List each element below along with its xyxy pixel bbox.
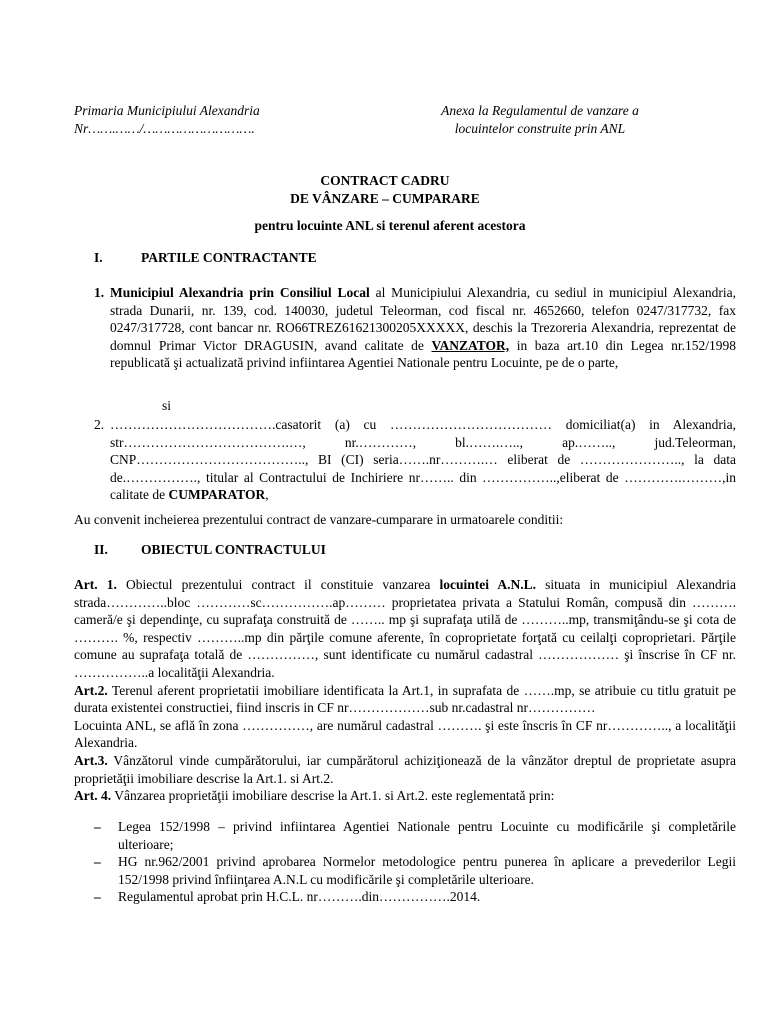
party-seller-paragraph bbox=[94, 284, 736, 372]
party-number: 2. bbox=[94, 417, 105, 432]
buyer-end: , bbox=[265, 487, 269, 503]
list-item: – HG nr.962/2001 privind aprobarea Normelor metodologice pentru punerea în aplicare a prevederilor Legii 152/1998 privind înfiinţarea A.N.L cu modificările şi completările ulterioare. bbox=[94, 854, 736, 887]
articles-block bbox=[74, 576, 736, 805]
list-dash: – bbox=[94, 854, 101, 870]
party-number: 1. bbox=[94, 285, 105, 300]
article-2 bbox=[74, 682, 736, 717]
annex-line-2: locuintelor construite prin ANL bbox=[454, 121, 626, 136]
section-heading-object bbox=[94, 542, 326, 558]
convention-statement: Au convenit incheierea prezentului contract de vanzare-cumparare in urmatoarele conditii: bbox=[74, 512, 564, 527]
article-1 bbox=[74, 576, 736, 682]
legal-basis-list bbox=[94, 818, 736, 906]
party-buyer-paragraph bbox=[94, 416, 736, 504]
section-number: II. bbox=[94, 542, 108, 557]
locuinta-paragraph: Locuinta ANL, se află în zona ……………, are numărul cadastral ………. şi este înscris în CF nr………….., a localităţii Alexandria. bbox=[74, 717, 736, 751]
title-line-2: DE VÂNZARE – CUMPARARE bbox=[290, 191, 480, 206]
article-label: Art. 4. bbox=[74, 788, 112, 804]
article-text: Terenul aferent proprietatii imobiliare identificata la Art.1, in suprafata de …….mp, se atribuie cu titlu gratuit pe durata existentei constructiei, fiind inscris in CF nr………………sub nr.cadastral nr…………… bbox=[74, 682, 736, 716]
issuer-name: Primaria Municipiului Alexandria bbox=[74, 103, 260, 118]
title-line-1: CONTRACT CADRU bbox=[320, 173, 450, 188]
annex-line-1: Anexa la Regulamentul de vanzare a bbox=[441, 103, 639, 118]
seller-details: al Municipiului Alexandria, cu sediul in municipiul Alexandria, strada Dunarii, nr. 139, cod. 140030, judetul Teleorman, cod fiscal nr. 4652660, telefon 0247/317732, fax 0247/317728, cont bancar nr. RO66TREZ61621300205XXXXX, deschis la Trezoreria Alexandria, reprezentat de domnul Primar Victor DRAGUSIN, avand calitate de bbox=[110, 285, 736, 353]
section-title: OBIECTUL CONTRACTULUI bbox=[141, 542, 326, 557]
registration-number: Nr…….……/………………………. bbox=[74, 121, 255, 136]
buyer-role: CUMPARATOR bbox=[168, 487, 266, 503]
article-4 bbox=[74, 787, 736, 805]
article-3 bbox=[74, 752, 736, 787]
section-number: I. bbox=[94, 250, 103, 265]
article-text: situata in municipiul Alexandria strada…………..bloc …………sc…………….ap……… proprietatea privata a Statului Român, compusă din ………. cameră/e şi dependinţe, cu suprafaţa construită de …….. mp şi suprafaţa utilă de ………..mp, transmiţându-se şi cota de ………. %, respectiv ………..mp din părţile comune aferente, în coproprietate forţată cu ceilalţi coproprietari. Părţile comune au suprafaţa totală de ……………, sunt identificate cu numărul cadastral ……………… şi înscrise în CF nr. ……………..a localităţii Alexandria. bbox=[74, 577, 736, 680]
list-item: – Legea 152/1998 – privind infiintarea Agentiei Nationale pentru Locuinte cu modificările şi completările ulterioare; bbox=[94, 819, 736, 852]
section-heading-parties bbox=[94, 250, 317, 266]
seller-basis: in baza art.10 din Legea nr.152/1998 republicată şi actualizată privind infiintarea Agentiei Nationale pentru Locuinte, pe de o parte, bbox=[110, 337, 736, 371]
header-right bbox=[390, 102, 690, 138]
contract-title bbox=[0, 172, 770, 208]
article-bold: locuintei A.N.L. bbox=[439, 577, 536, 592]
article-label: Art. 1. bbox=[74, 577, 117, 592]
list-item: – Regulamentul aprobat prin H.C.L. nr……….din…………….2014. bbox=[94, 889, 481, 905]
article-text: Vânzătorul vinde cumpărătorului, iar cumpărătorul achiziţionează de la vânzător dreptul de proprietate asupra proprietăţii imobiliare descrise la Art.1. si Art.2. bbox=[74, 752, 736, 786]
header-left bbox=[74, 102, 260, 138]
list-dash: – bbox=[94, 889, 101, 905]
section-title: PARTILE CONTRACTANTE bbox=[141, 250, 317, 265]
article-label: Art.3. bbox=[74, 752, 108, 768]
conjunction-si: si bbox=[162, 398, 172, 413]
seller-role: VANZATOR, bbox=[431, 337, 510, 353]
list-dash: – bbox=[94, 819, 101, 834]
contract-subtitle: pentru locuinte ANL si terenul aferent acestora bbox=[254, 218, 526, 233]
article-text: Obiectul prezentului contract il constituie vanzarea bbox=[116, 577, 440, 592]
article-label: Art.2. bbox=[74, 682, 108, 698]
seller-name: Municipiul Alexandria prin Consiliul Local bbox=[110, 285, 370, 300]
article-text: Vânzarea proprietăţii imobiliare descrise la Art.1. si Art.2. este reglementată prin: bbox=[111, 788, 555, 804]
buyer-details: ……………………………….casatorit (a) cu ……………………………… domiciliat(a) in Alexandria, str……………………………….…, nr.…………, bl.…….….., ap.…….., jud.Teleorman, CNP……………………………….., BI (CI) seria…….nr……….… eliberat de ………………….., la data de.……………., titular al Contractului de Inchiriere nr…….. din ……………..,eliberat de ………….………,in calitate de bbox=[110, 417, 736, 503]
